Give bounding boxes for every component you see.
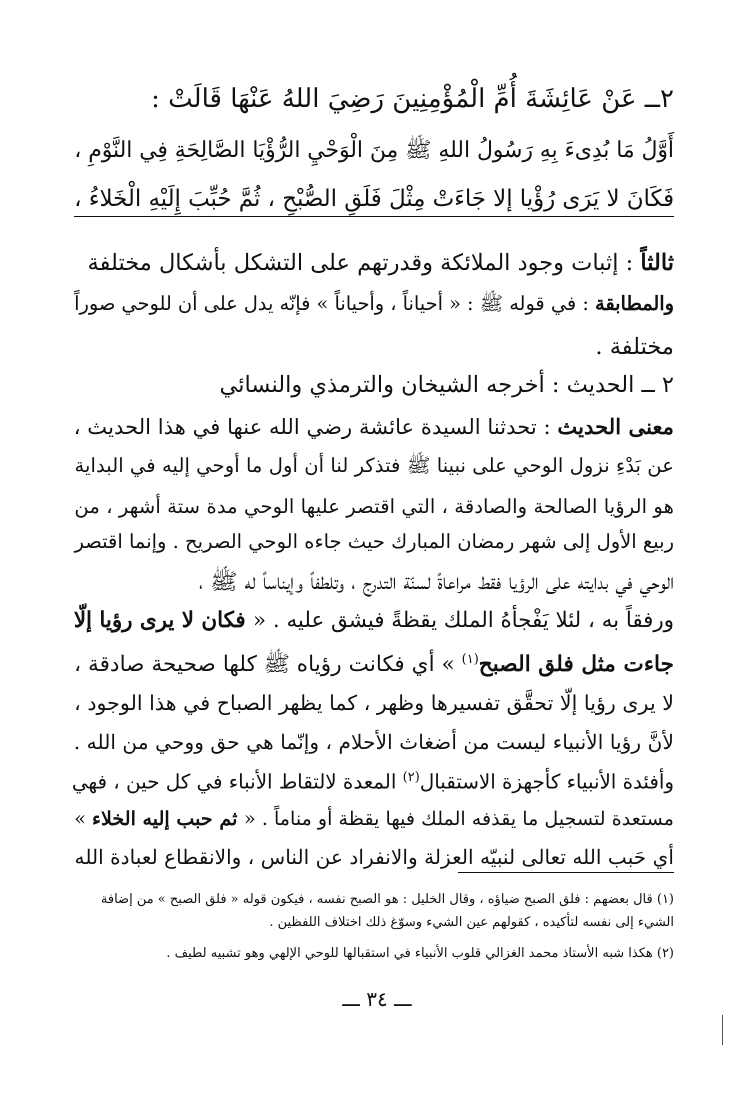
meaning-text-7b: » أي فكانت رؤياه ﷺ كلها صحيحة صادقة ، xyxy=(74,652,462,678)
section3-line-1 xyxy=(88,252,674,275)
section3-text-1: : إثبات وجود الملائكة وقدرتهم على التشكل بأشكال مختلفة xyxy=(87,250,641,276)
hadith-line-1: ٢ــ عَنْ عَائِشَةَ أُمِّ الْمُؤْمِنِينَ رَضِيَ اللهُ عَنْهَا قَالَتْ : xyxy=(151,84,674,114)
footnote-2: (٢) هكذا شبه الأستاذ محمد الغزالي قلوب الأنبياء في استقبالها للوحي الإلهي وهو تشبيه لطيف . xyxy=(166,946,674,961)
meaning-line-5: الوحي في بدايته على الرؤيا فقط مراعاةً لسنّة التدرج ، وتلطفاً وإيناساً له ﷺ ، xyxy=(198,569,674,595)
meaning-line-10 xyxy=(72,771,674,792)
hadith-line-2: أَوَّلُ مَا بُدِىءَ بِهِ رَسُولُ اللهِ ﷺ مِنَ الْوَحْيِ الرُّؤْيَا الصَّالِحَةِ فِي النَّوْمِ ، xyxy=(74,138,674,163)
footnote-ref-1: (١) xyxy=(461,652,479,667)
meaning-line-12: أي حَبب الله تعالى لنبيّه العزلة والانفراد عن الناس ، والانقطاع لعبادة الله xyxy=(74,845,674,869)
meaning-line-4: ربيع الأول إلى شهر رمضان المبارك حيث جاءه الوحي الصريح . وإنما اقتصر xyxy=(74,530,674,553)
meaning-text-10a: وأفئدة الأنبياء كأجهزة الاستقبال xyxy=(419,770,674,794)
meaning-line-6 xyxy=(74,610,674,631)
footnote-1-line-1: (١) قال بعضهم : فلق الصبح ضياؤه ، وقال الخليل : هو الصبح نفسه ، فيكون قوله « فلق الصبح » من إضافة xyxy=(100,892,674,907)
meaning-line-3: هو الرؤيا الصالحة والصادقة ، التي اقتصر عليها الوحي مدة ستة أشهر ، من xyxy=(74,495,674,518)
section3-text-2: : في قوله ﷺ : « أحياناً ، وأحياناً » فإنّه يدل على أن للوحي صوراً xyxy=(74,292,595,315)
quote-1b: جاءت مثل فلق الصبح xyxy=(478,652,674,678)
meaning-text-11c: » xyxy=(74,807,93,830)
margin-mark xyxy=(722,1015,723,1045)
section3-line-3: مختلفة . xyxy=(595,334,674,360)
quote-1a: فكان لا يرى رؤيا إلّا xyxy=(73,608,254,633)
section3-line-2 xyxy=(74,294,674,313)
meaning-text-11a: مستعدة لتسجيل ما يقذفه الملك فيها يقظة أو مناماً . « xyxy=(244,807,674,830)
footnote-1-line-2: الشيء إلى نفسه لتأكيده ، كقولهم عين الشيء وسوّغ ذلك اختلاف اللفظين . xyxy=(269,915,674,930)
source-line: ٢ ــ الحديث : أخرجه الشيخان والترمذي والنسائي xyxy=(219,372,674,398)
meaning-line-7 xyxy=(74,653,674,676)
hadith-line-3: فَكَانَ لا يَرَى رُؤْيا إلا جَاءَتْ مِثْلَ فَلَقِ الصُّبْحِ ، ثُمَّ حُبِّبَ إِلَيْهِ الْخَلاءُ ، xyxy=(74,188,674,217)
meaning-line-11 xyxy=(74,809,674,828)
match-label: والمطابقة xyxy=(594,292,674,315)
footnote-ref-2: (٢) xyxy=(402,770,420,785)
meaning-line-9: لأنَّ رؤيا الأنبياء ليست من أضغاث الأحلام ، وإنّما هي حق ووحي من الله . xyxy=(73,730,674,754)
meaning-line-1 xyxy=(74,416,674,437)
meaning-text-6a: ورفقاً به ، لئلا يَفْجأهُ الملك يقظةً فيشق عليه . « xyxy=(253,608,674,633)
footnote-divider xyxy=(458,872,674,873)
meaning-text-1: : تحدثنا السيدة عائشة رضي الله عنها في هذا الحديث ، xyxy=(73,414,558,439)
meaning-line-8: لا يرى رؤيا إلّا تحقَّق تفسيرها وظهر ، كما يظهر الصباح في هذا الوجود ، xyxy=(74,691,674,715)
section3-label: ثالثاً xyxy=(640,250,674,276)
meaning-label: معنى الحديث xyxy=(557,414,674,439)
page-number: ـــ ٣٤ ـــ xyxy=(342,987,412,1011)
meaning-line-2: عن بَدْءِ نزول الوحي على نبينا ﷺ فتذكر لنا أن أول ما أوحي إليه في البداية xyxy=(74,454,674,477)
quote-2: ثم حبب إليه الخلاء xyxy=(92,807,245,830)
meaning-text-10b: المعدة لالتقاط الأنباء في كل حين ، فهي xyxy=(71,770,403,794)
